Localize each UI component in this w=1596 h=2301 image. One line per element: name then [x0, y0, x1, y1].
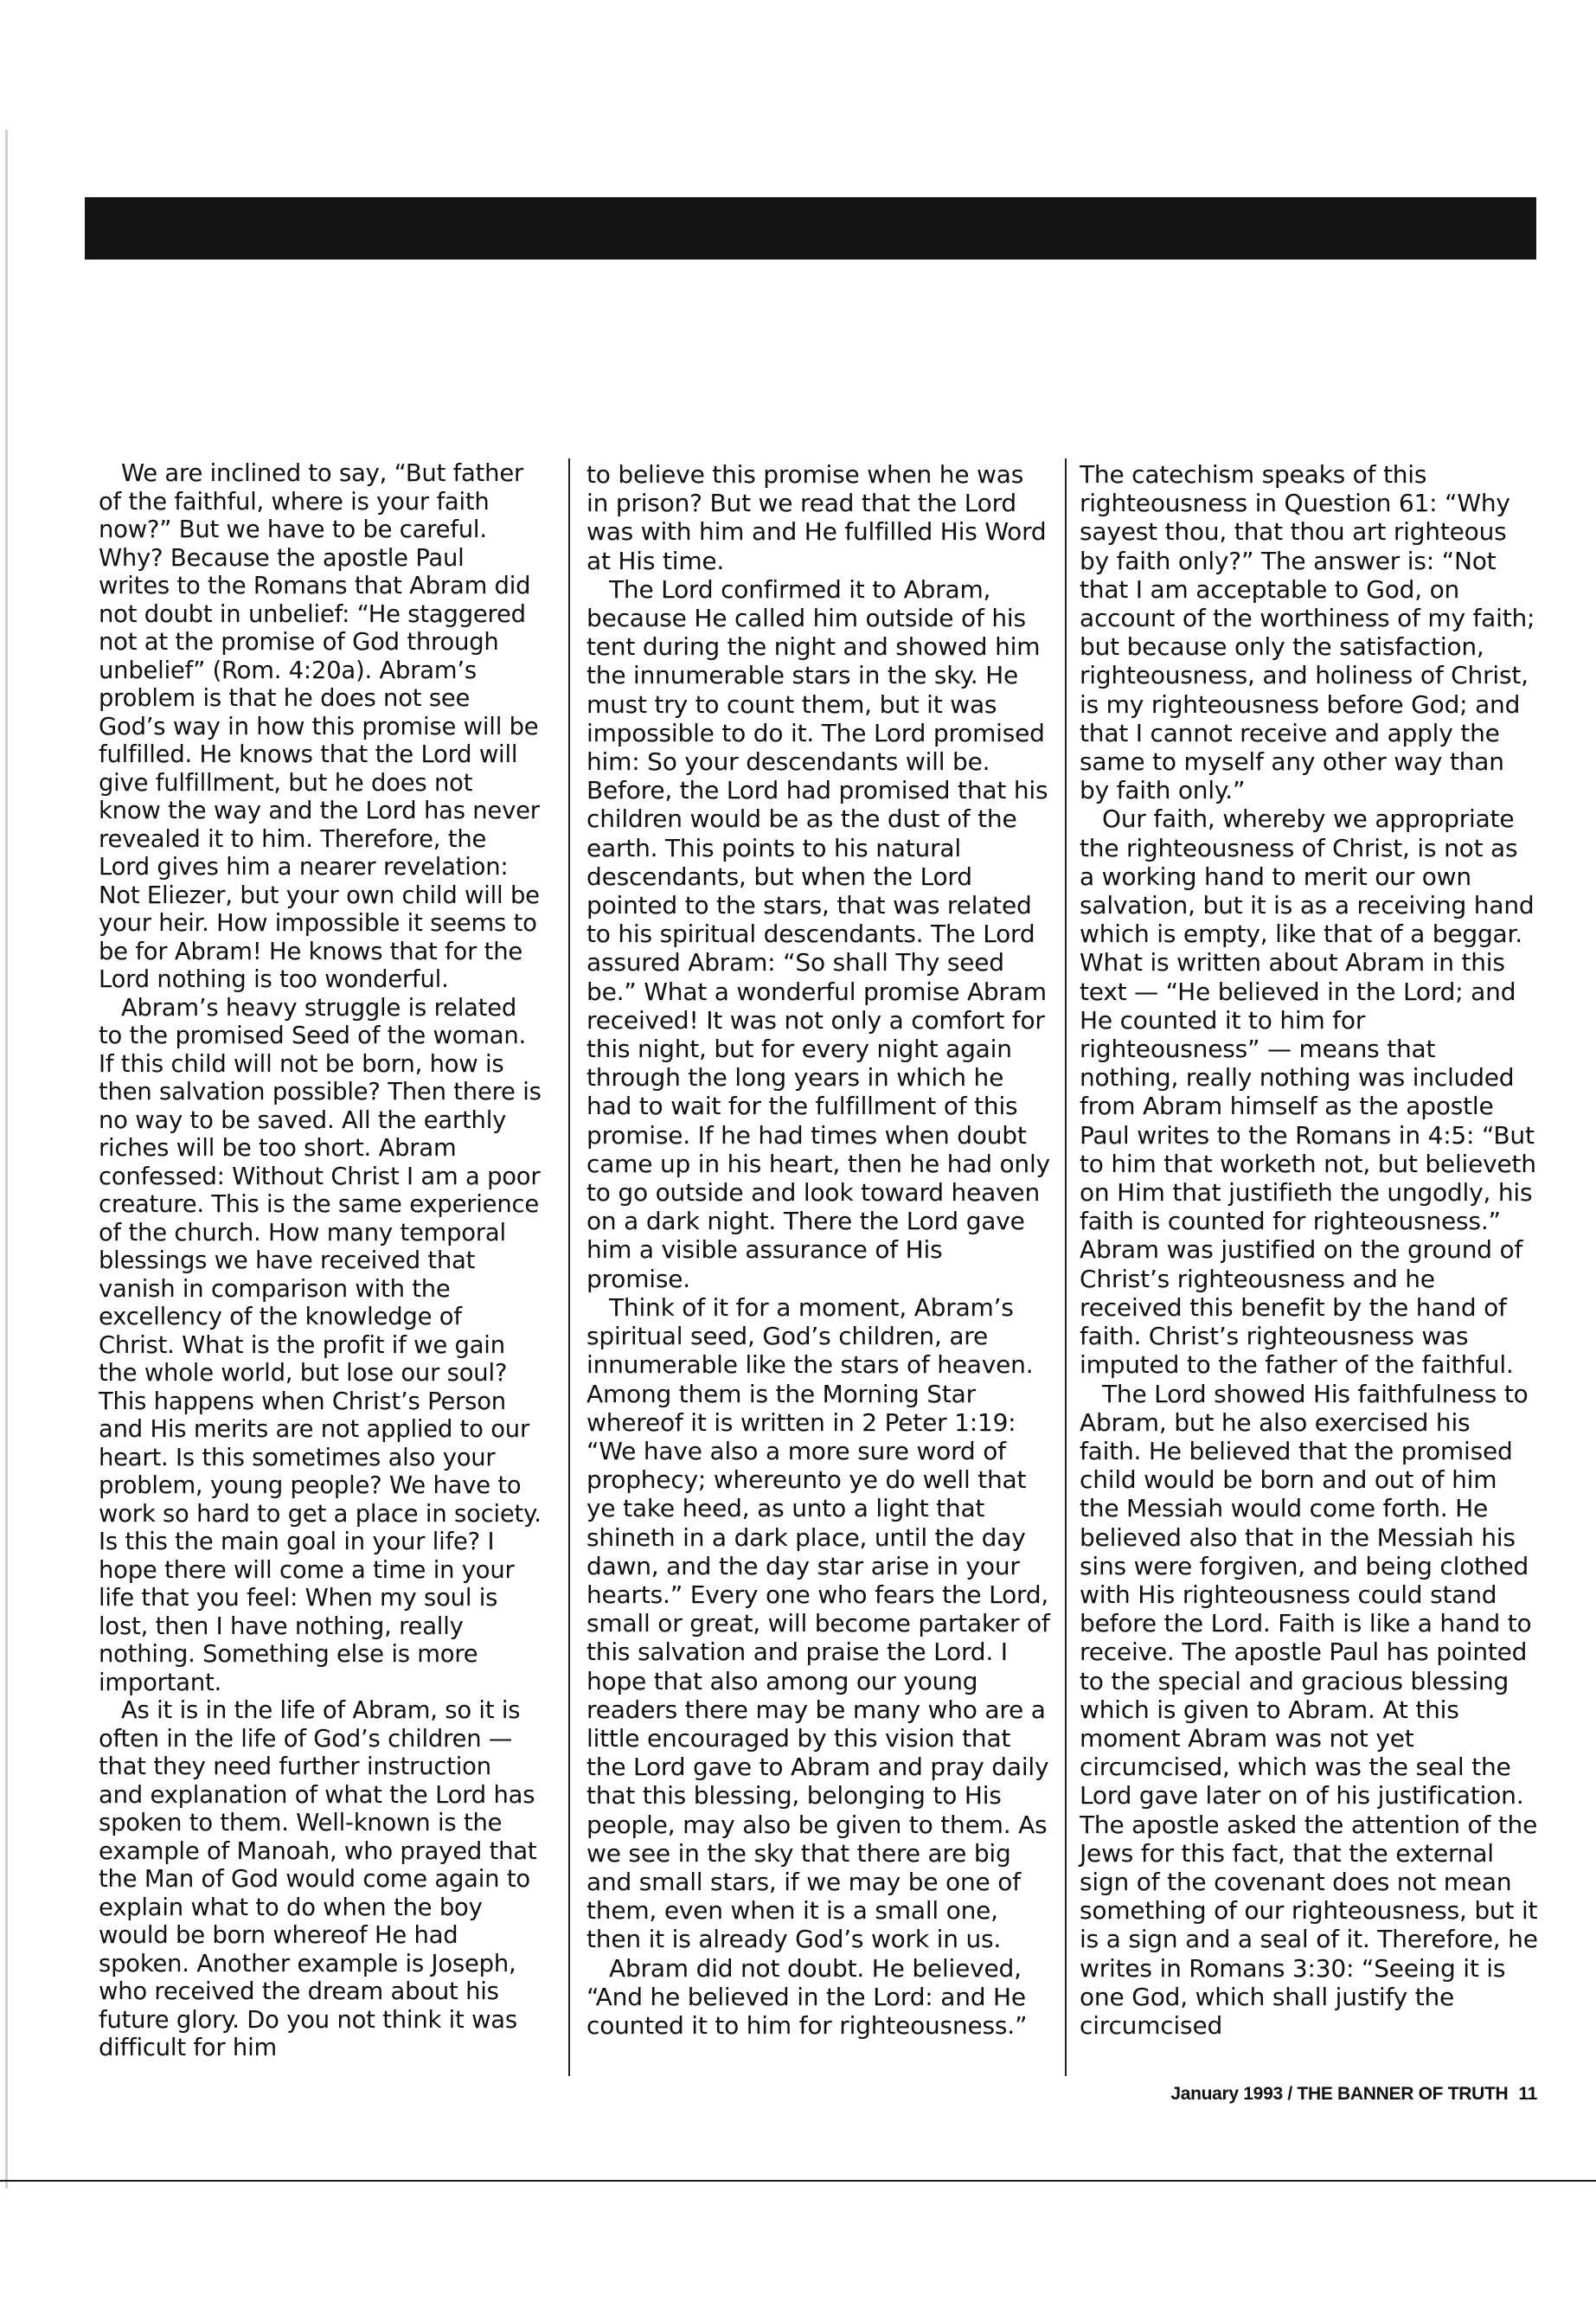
column-divider [568, 458, 570, 2076]
scan-edge-line [5, 130, 8, 2189]
page-footer [1170, 2084, 1537, 2105]
page-number: 11 [1518, 2084, 1537, 2104]
paragraph: The catechism speaks of this righteousness in Question 61: “Why sayest thou, that thou art righteous by faith only?” The answer is: “Not that I am acceptable to God, on account of the worthiness of my faith; but because only the satisfaction, righteousness, and holiness of Christ, is my righteousness before God; and that I cannot receive and apply the same to myself any other way than by faith only.” [1080, 460, 1535, 805]
article-column-2 [586, 460, 1052, 2040]
paragraph: Our faith, whereby we appropriate the righteousness of Christ, is not as a working hand to merit our own salvation, but it is as a receiving hand which is empty, like that of a beggar. What is written about Abram in this text — “He believed in the Lord; and He counted it to him for righteousness” — means that nothing, really nothing was included from Abram himself as the apostle Paul writes to the Romans in 4:5: “But to him that worketh not, but believeth on Him that justifieth the ungodly, his faith is counted for righteousness.” Abram was justified on the ground of Christ’s righteousness and he received this benefit by the hand of faith. Christ’s righteousness was imputed to the father of the faithful. [1080, 804, 1536, 1380]
paragraph: to believe this promise when he was in prison? But we read that the Lord was with him and He fulfilled His Word at His time. [586, 460, 1047, 575]
paragraph: As it is in the life of Abram, so it is often in the life of God’s children — that they need further instruction and explanation of what the Lord has spoken to them. Well-known is the example of Manoah, who prayed that the Man of God would come again to explain what to do when the boy would be born whereof He had spoken. Another example is Joseph, who received the dream about his future glory. Do you not think it was difficult for him [99, 1697, 537, 2061]
bottom-rule [0, 2180, 1596, 2182]
paragraph: Think of it for a moment, Abram’s spiritual seed, God’s children, are innumerable like the stars of heaven. Among them is the Morning Star whereof it is written in 2 Peter 1:19: “We have also a more sure word of prophecy; whereunto ye do well that ye take heed, as unto a light that shineth in a dark place, until the day dawn, and the day star arise in your hearts.” Every one who fears the Lord, small or great, will become partaker of this salvation and praise the Lord. I hope that also among our young readers there may be many who are a little encouraged by this vision that the Lord gave to Abram and pray daily that this blessing, belonging to His people, may also be given to them. As we see in the sky that there are big and small stars, if we may be one of them, even when it is a small one, then it is already God’s work in us. [586, 1292, 1050, 1954]
paragraph: We are inclined to say, “But father of the faithful, where is your faith now?” But we have to be careful. Why? Because the apostle Paul writes to the Romans that Abram did not doubt in unbelief: “He staggered not at the promise of God through unbelief” (Rom. 4:20a). Abram’s problem is that he does not see God’s way in how this promise will be fulfilled. He knows that the Lord will give fulfillment, but he does not know the way and the Lord has never revealed it to him. Therefore, the Lord gives him a nearer revelation: Not Eliezer, but your own child will be your heir. How impossible it seems to be for Abram! He knows that for the Lord nothing is too wonderful. [99, 460, 540, 993]
paragraph: The Lord showed His faithfulness to Abram, but he also exercised his faith. He believed that the promised child would be born and out of him the Messiah would come forth. He believed also that in the Messiah his sins were forgiven, and being clothed with His righteousness could stand before the Lord. Faith is like a hand to receive. The apostle Paul has pointed to the special and gracious blessing which is given to Abram. At this moment Abram was not yet circumcised, which was the seal the Lord gave later on of his justification. The apostle asked the attention of the Jews for this fact, that the external sign of the covenant does not mean something of our righteousness, but it is a sign and a seal of it. Therefore, he writes in Romans 3:30: “Seeing it is one God, which shall justify the circumcised [1080, 1379, 1538, 2040]
header-bar [85, 197, 1536, 260]
paragraph: Abram did not doubt. He believed, “And he believed in the Lord: and He counted it to him for righteousness.” [586, 1953, 1028, 2040]
footer-publication: January 1993 / THE BANNER OF TRUTH [1170, 2084, 1509, 2104]
paragraph: Abram’s heavy struggle is related to the promised Seed of the woman. If this child will not be born, how is then salvation possible? Then there is no way to be saved. All the earthly riches will be too short. Abram confessed: Without Christ I am a poor creature. This is the same experience of the church. How many temporal blessings we have received that vanish in comparison with the excellency of the knowledge of Christ. What is the profit if we gain the whole world, but lose our soul? This happens when Christ’s Person and His merits are not applied to our heart. Is this sometimes also your problem, young people? We have to work so hard to get a place in society. Is this the main goal in your life? I hope there will come a time in your life that you feel: When my soul is lost, then I have nothing, really nothing. Something else is more important. [99, 994, 542, 1696]
paragraph: The Lord confirmed it to Abram, because He called him outside of his tent during the night and showed him the innumerable stars in the sky. He must try to count them, but it was impossible to do it. The Lord promised him: So your descendants will be. Before, the Lord had promised that his children would be as the dust of the earth. This points to his natural descendants, but when the Lord pointed to the stars, that was related to his spiritual descendants. The Lord assured Abram: “So shall Thy seed be.” What a wonderful promise Abram received! It was not only a comfort for this night, but for every night again through the long years in which he had to wait for the fulfillment of this promise. If he had times when doubt came up in his heart, then he had only to go outside and look toward heaven on a dark night. There the Lord gave him a visible assurance of His promise. [586, 574, 1050, 1293]
column-divider [1065, 458, 1067, 2076]
article-column-3 [1080, 460, 1538, 2040]
article-column-1 [99, 460, 542, 2063]
